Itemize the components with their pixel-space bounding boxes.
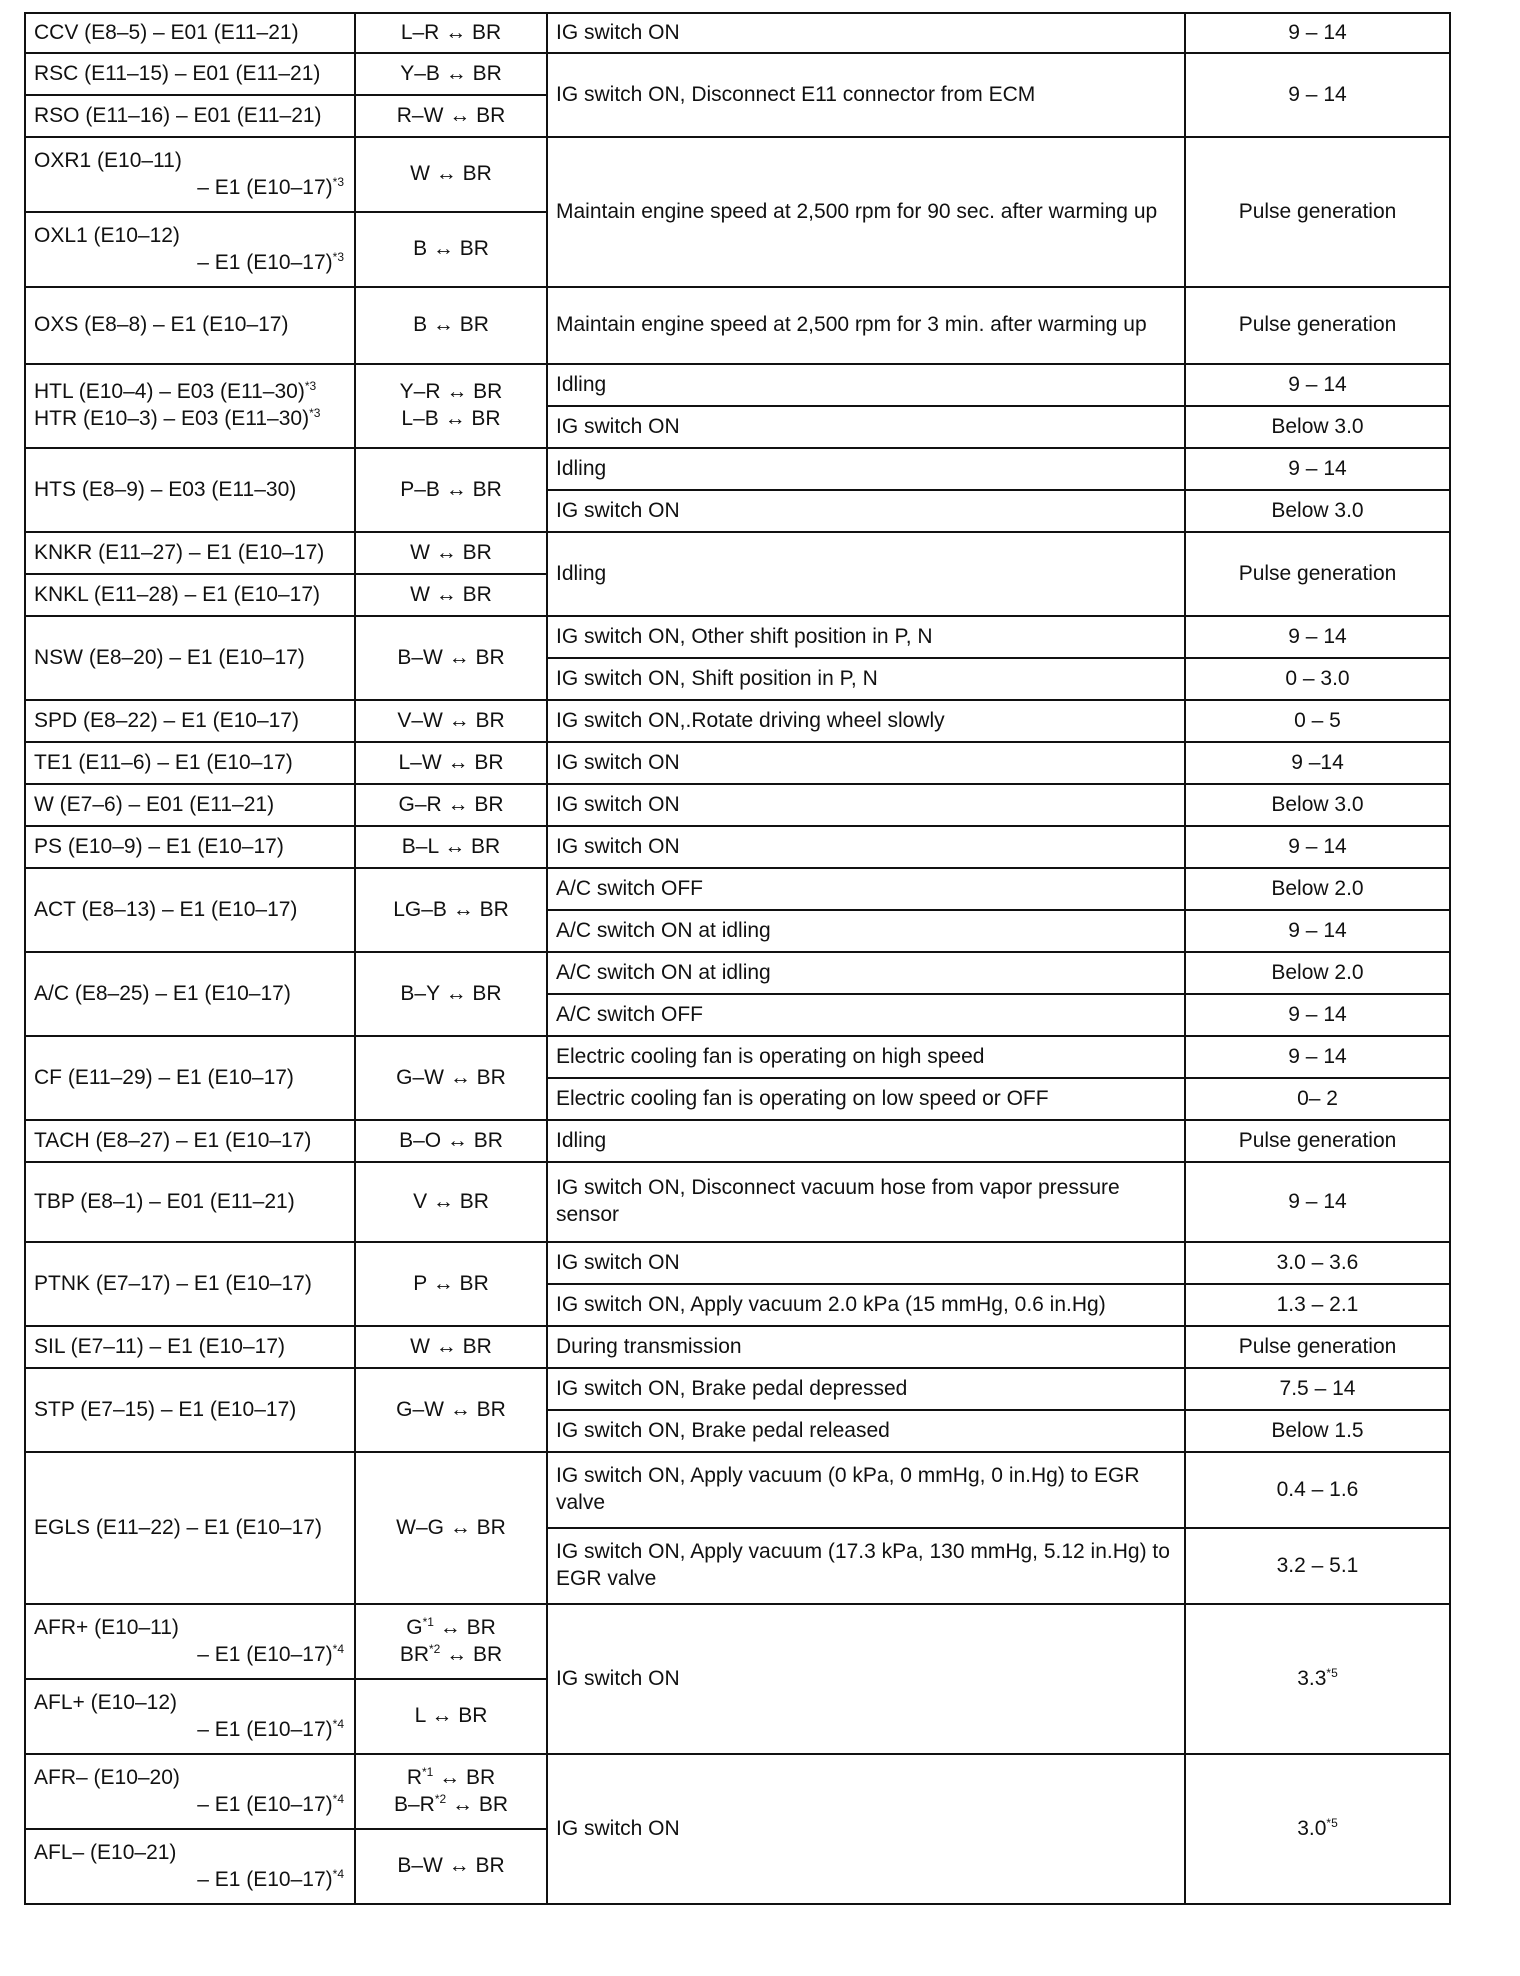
condition-cell: IG switch ON bbox=[547, 826, 1185, 868]
wiring-color-cell: B–Y ↔ BR bbox=[355, 952, 547, 1036]
wiring-color-cell: P–B ↔ BR bbox=[355, 448, 547, 532]
table-row bbox=[25, 13, 1450, 53]
table-row bbox=[25, 784, 1450, 826]
std-voltage-cell: Below 3.0 bbox=[1185, 490, 1450, 532]
std-voltage-cell: 9 – 14 bbox=[1185, 13, 1450, 53]
table-row bbox=[25, 137, 1450, 212]
std-voltage-cell: Below 3.0 bbox=[1185, 406, 1450, 448]
terminal-cell: STP (E7–15) – E1 (E10–17) bbox=[25, 1368, 355, 1452]
wiring-color-cell: $R^{*1}$ ↔ BR $B-R^{*2}$ ↔ BR bbox=[355, 1754, 547, 1829]
table-row bbox=[25, 742, 1450, 784]
table-row bbox=[25, 1242, 1450, 1284]
wiring-color-cell: Y–R ↔ BR L–B ↔ BR bbox=[355, 364, 547, 448]
std-voltage-cell: Below 3.0 bbox=[1185, 784, 1450, 826]
wiring-color-cell: G–W ↔ BR bbox=[355, 1036, 547, 1120]
table-row bbox=[25, 1036, 1450, 1078]
ecm-terminal-spec-table bbox=[24, 12, 1451, 1905]
terminal-cell: OXL1 (E10–12) – E1 $(E10-17)^{*3}$ bbox=[25, 212, 355, 287]
condition-cell: A/C switch ON at idling bbox=[547, 910, 1185, 952]
table-row bbox=[25, 53, 1450, 95]
terminal-cell: AFR– (E10–20) – E1 $(E10-17)^{*4}$ bbox=[25, 1754, 355, 1829]
std-voltage-cell: 9 – 14 bbox=[1185, 994, 1450, 1036]
condition-cell: A/C switch OFF bbox=[547, 994, 1185, 1036]
condition-cell: A/C switch OFF bbox=[547, 868, 1185, 910]
wiring-color-cell: L ↔ BR bbox=[355, 1679, 547, 1754]
wiring-color-cell: B ↔ BR bbox=[355, 287, 547, 364]
terminal-cell: CF (E11–29) – E1 (E10–17) bbox=[25, 1036, 355, 1120]
wiring-color-cell: B–O ↔ BR bbox=[355, 1120, 547, 1162]
condition-cell: IG switch ON, Disconnect vacuum hose from vapor pressure sensor bbox=[547, 1162, 1185, 1242]
wiring-color-cell: B–W ↔ BR bbox=[355, 616, 547, 700]
std-voltage-cell: Pulse generation bbox=[1185, 287, 1450, 364]
condition-cell: IG switch ON bbox=[547, 406, 1185, 448]
terminal-cell: A/C (E8–25) – E1 (E10–17) bbox=[25, 952, 355, 1036]
condition-cell: Electric cooling fan is operating on high speed bbox=[547, 1036, 1185, 1078]
condition-cell: IG switch ON, Shift position in P, N bbox=[547, 658, 1185, 700]
condition-cell: IG switch ON,.Rotate driving wheel slowly bbox=[547, 700, 1185, 742]
terminal-cell: OXR1 (E10–11) – E1 $(E10-17)^{*3}$ bbox=[25, 137, 355, 212]
condition-cell: Maintain engine speed at 2,500 rpm for 90 sec. after warming up bbox=[547, 137, 1185, 287]
table-row bbox=[25, 1368, 1450, 1410]
table-row bbox=[25, 1452, 1450, 1528]
std-voltage-cell: Below 2.0 bbox=[1185, 952, 1450, 994]
wiring-color-cell: V ↔ BR bbox=[355, 1162, 547, 1242]
condition-cell: Idling bbox=[547, 1120, 1185, 1162]
wiring-color-cell: Y–B ↔ BR bbox=[355, 53, 547, 95]
wiring-color-cell: R–W ↔ BR bbox=[355, 95, 547, 137]
std-voltage-cell: Below 2.0 bbox=[1185, 868, 1450, 910]
terminal-cell: SPD (E8–22) – E1 (E10–17) bbox=[25, 700, 355, 742]
terminal-cell: AFL– (E10–21) – E1 $(E10-17)^{*4}$ bbox=[25, 1829, 355, 1904]
wiring-color-cell: B ↔ BR bbox=[355, 212, 547, 287]
std-voltage-cell: 9 – 14 bbox=[1185, 364, 1450, 406]
terminal-cell: RSO (E11–16) – E01 (E11–21) bbox=[25, 95, 355, 137]
std-voltage-cell: 0.4 – 1.6 bbox=[1185, 1452, 1450, 1528]
wiring-color-cell: W–G ↔ BR bbox=[355, 1452, 547, 1604]
std-voltage-cell: Pulse generation bbox=[1185, 137, 1450, 287]
std-voltage-cell: 7.5 – 14 bbox=[1185, 1368, 1450, 1410]
table-row bbox=[25, 952, 1450, 994]
terminal-cell: OXS (E8–8) – E1 (E10–17) bbox=[25, 287, 355, 364]
wiring-color-cell: W ↔ BR bbox=[355, 1326, 547, 1368]
condition-cell: IG switch ON, Disconnect E11 connector from ECM bbox=[547, 53, 1185, 137]
terminal-cell: AFL+ (E10–12) – E1 $(E10-17)^{*4}$ bbox=[25, 1679, 355, 1754]
wiring-color-cell: L–R ↔ BR bbox=[355, 13, 547, 53]
condition-cell: IG switch ON, Apply vacuum (0 kPa, 0 mmHg, 0 in.Hg) to EGR valve bbox=[547, 1452, 1185, 1528]
condition-cell: IG switch ON, Other shift position in P, N bbox=[547, 616, 1185, 658]
std-voltage-cell: Pulse generation bbox=[1185, 1120, 1450, 1162]
wiring-color-cell: LG–B ↔ BR bbox=[355, 868, 547, 952]
terminal-cell: ACT (E8–13) – E1 (E10–17) bbox=[25, 868, 355, 952]
table-row bbox=[25, 1754, 1450, 1829]
std-voltage-cell: 9 – 14 bbox=[1185, 1036, 1450, 1078]
std-voltage-cell: 9 – 14 bbox=[1185, 1162, 1450, 1242]
terminal-cell: KNKR (E11–27) – E1 (E10–17) bbox=[25, 532, 355, 574]
std-voltage-cell: 9 – 14 bbox=[1185, 826, 1450, 868]
wiring-color-cell: L–W ↔ BR bbox=[355, 742, 547, 784]
condition-cell: IG switch ON bbox=[547, 742, 1185, 784]
terminal-cell: SIL (E7–11) – E1 (E10–17) bbox=[25, 1326, 355, 1368]
terminal-cell: RSC (E11–15) – E01 (E11–21) bbox=[25, 53, 355, 95]
condition-cell: IG switch ON bbox=[547, 1242, 1185, 1284]
std-voltage-cell: Pulse generation bbox=[1185, 532, 1450, 616]
condition-cell: During transmission bbox=[547, 1326, 1185, 1368]
terminal-cell: AFR+ (E10–11) – E1 $(E10-17)^{*4}$ bbox=[25, 1604, 355, 1679]
std-voltage-cell: 9 – 14 bbox=[1185, 448, 1450, 490]
wiring-color-cell: G–W ↔ BR bbox=[355, 1368, 547, 1452]
condition-cell: Idling bbox=[547, 364, 1185, 406]
std-voltage-cell: 0– 2 bbox=[1185, 1078, 1450, 1120]
terminal-cell: TE1 (E11–6) – E1 (E10–17) bbox=[25, 742, 355, 784]
table-row bbox=[25, 826, 1450, 868]
wiring-color-cell: $G^{*1}$ ↔ BR BR$^{*2}$ ↔ BR bbox=[355, 1604, 547, 1679]
terminal-cell: HTL (E10–4) – E03 $(E11-30)^{*3}$ HTR (E10–3) – E03 $(E11-30)^{*3}$ bbox=[25, 364, 355, 448]
terminal-cell: NSW (E8–20) – E1 (E10–17) bbox=[25, 616, 355, 700]
wiring-color-cell: B–L ↔ BR bbox=[355, 826, 547, 868]
wiring-color-cell: P ↔ BR bbox=[355, 1242, 547, 1326]
wiring-color-cell: W ↔ BR bbox=[355, 137, 547, 212]
std-voltage-cell: Below 1.5 bbox=[1185, 1410, 1450, 1452]
condition-cell: Electric cooling fan is operating on low speed or OFF bbox=[547, 1078, 1185, 1120]
std-voltage-cell: 3.3$^{*5}$ bbox=[1185, 1604, 1450, 1754]
wiring-color-cell: G–R ↔ BR bbox=[355, 784, 547, 826]
std-voltage-cell: 9 –14 bbox=[1185, 742, 1450, 784]
wiring-color-cell: V–W ↔ BR bbox=[355, 700, 547, 742]
terminal-cell: CCV (E8–5) – E01 (E11–21) bbox=[25, 13, 355, 53]
std-voltage-cell: 0 – 3.0 bbox=[1185, 658, 1450, 700]
condition-cell: IG switch ON, Apply vacuum 2.0 kPa (15 mmHg, 0.6 in.Hg) bbox=[547, 1284, 1185, 1326]
condition-cell: Idling bbox=[547, 532, 1185, 616]
condition-cell: A/C switch ON at idling bbox=[547, 952, 1185, 994]
terminal-cell: TBP (E8–1) – E01 (E11–21) bbox=[25, 1162, 355, 1242]
terminal-cell: KNKL (E11–28) – E1 (E10–17) bbox=[25, 574, 355, 616]
table-row bbox=[25, 532, 1450, 574]
condition-cell: Maintain engine speed at 2,500 rpm for 3 min. after warming up bbox=[547, 287, 1185, 364]
condition-cell: IG switch ON, Apply vacuum (17.3 kPa, 130 mmHg, 5.12 in.Hg) to EGR valve bbox=[547, 1528, 1185, 1604]
condition-cell: IG switch ON bbox=[547, 13, 1185, 53]
std-voltage-cell: 9 – 14 bbox=[1185, 53, 1450, 137]
wiring-color-cell: W ↔ BR bbox=[355, 574, 547, 616]
wiring-color-cell: B–W ↔ BR bbox=[355, 1829, 547, 1904]
table-row bbox=[25, 1120, 1450, 1162]
terminal-cell: W (E7–6) – E01 (E11–21) bbox=[25, 784, 355, 826]
terminal-cell: TACH (E8–27) – E1 (E10–17) bbox=[25, 1120, 355, 1162]
condition-cell: IG switch ON bbox=[547, 490, 1185, 532]
table-row bbox=[25, 868, 1450, 910]
table-row bbox=[25, 1326, 1450, 1368]
std-voltage-cell: Pulse generation bbox=[1185, 1326, 1450, 1368]
table-row bbox=[25, 1604, 1450, 1679]
std-voltage-cell: 9 – 14 bbox=[1185, 910, 1450, 952]
condition-cell: IG switch ON bbox=[547, 1754, 1185, 1904]
std-voltage-cell: 1.3 – 2.1 bbox=[1185, 1284, 1450, 1326]
std-voltage-cell: 3.0$^{*5}$ bbox=[1185, 1754, 1450, 1904]
terminal-cell: PTNK (E7–17) – E1 (E10–17) bbox=[25, 1242, 355, 1326]
table-row bbox=[25, 700, 1450, 742]
terminal-cell: HTS (E8–9) – E03 (E11–30) bbox=[25, 448, 355, 532]
condition-cell: IG switch ON bbox=[547, 1604, 1185, 1754]
table-row bbox=[25, 1162, 1450, 1242]
std-voltage-cell: 3.2 – 5.1 bbox=[1185, 1528, 1450, 1604]
table-row bbox=[25, 287, 1450, 364]
std-voltage-cell: 9 – 14 bbox=[1185, 616, 1450, 658]
table-row bbox=[25, 364, 1450, 406]
wiring-color-cell: W ↔ BR bbox=[355, 532, 547, 574]
std-voltage-cell: 3.0 – 3.6 bbox=[1185, 1242, 1450, 1284]
std-voltage-cell: 0 – 5 bbox=[1185, 700, 1450, 742]
table-row bbox=[25, 448, 1450, 490]
condition-cell: IG switch ON, Brake pedal released bbox=[547, 1410, 1185, 1452]
terminal-cell: EGLS (E11–22) – E1 (E10–17) bbox=[25, 1452, 355, 1604]
terminal-cell: PS (E10–9) – E1 (E10–17) bbox=[25, 826, 355, 868]
table-row bbox=[25, 616, 1450, 658]
condition-cell: IG switch ON, Brake pedal depressed bbox=[547, 1368, 1185, 1410]
condition-cell: Idling bbox=[547, 448, 1185, 490]
condition-cell: IG switch ON bbox=[547, 784, 1185, 826]
